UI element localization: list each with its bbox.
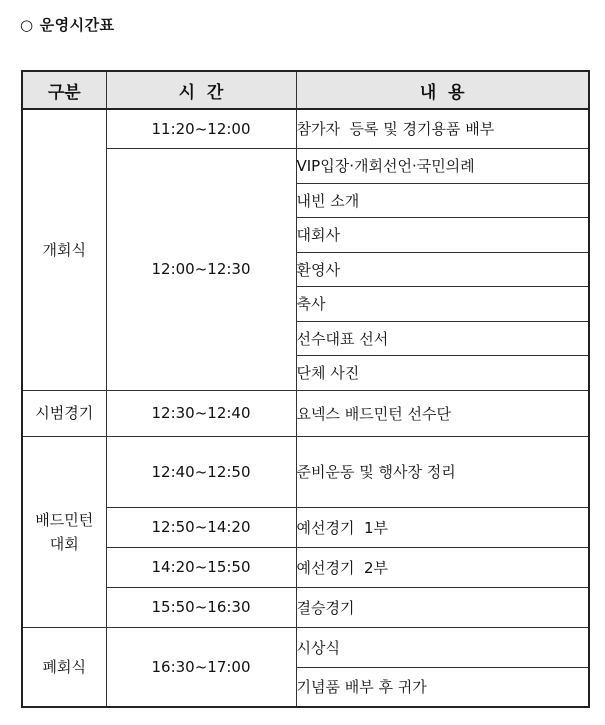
time-cell: 12:30~12:40 xyxy=(106,390,296,436)
content-cell: 준비운동 및 행사장 정리 xyxy=(296,436,589,507)
time-cell: 11:20~12:00 xyxy=(106,109,296,148)
time-cell: 14:20~15:50 xyxy=(106,547,296,587)
content-cell: 참가자 등록 및 경기용품 배부 xyxy=(296,109,589,148)
table-row xyxy=(22,547,589,587)
category-label: 폐회식 xyxy=(42,657,86,676)
category-cell xyxy=(22,627,106,707)
category-cell xyxy=(22,436,106,627)
content-cell: 선수대표 선서 xyxy=(296,321,589,355)
table-row xyxy=(22,627,589,667)
category-label: 개회식 xyxy=(42,240,86,259)
category-cell xyxy=(22,390,106,436)
time-cell: 12:50~14:20 xyxy=(106,507,296,547)
category-label: 배드민턴 대회 xyxy=(35,510,94,553)
header-content: 내 용 xyxy=(296,71,589,109)
category-cell xyxy=(22,109,106,390)
category-label: 시범경기 xyxy=(35,404,94,422)
header-time: 시 간 xyxy=(106,71,296,109)
table-row xyxy=(22,390,589,436)
content-cell: 환영사 xyxy=(296,252,589,286)
content-cell: 요넥스 배드민턴 선수단 xyxy=(296,390,589,436)
table-row xyxy=(22,436,589,507)
header-category: 구분 xyxy=(22,71,106,109)
content-cell: 내빈 소개 xyxy=(296,183,589,217)
content-cell: 예선경기 2부 xyxy=(296,547,589,587)
content-cell: 단체 사진 xyxy=(296,355,589,390)
table-row xyxy=(22,148,589,183)
content-cell: 예선경기 1부 xyxy=(296,507,589,547)
table-row xyxy=(22,109,589,148)
title-text: 운영시간표 xyxy=(39,16,115,34)
circle-marker: ○ xyxy=(20,16,34,34)
time-cell: 16:30~17:00 xyxy=(106,627,296,707)
content-cell: 결승경기 xyxy=(296,587,589,627)
content-cell: VIP입장·개회선언·국민의례 xyxy=(296,148,589,183)
content-cell: 대회사 xyxy=(296,217,589,252)
time-cell: 12:40~12:50 xyxy=(106,436,296,507)
header-row xyxy=(22,71,589,109)
time-cell: 15:50~16:30 xyxy=(106,587,296,627)
content-cell: 축사 xyxy=(296,286,589,321)
table-row xyxy=(22,587,589,627)
content-cell: 시상식 xyxy=(296,627,589,667)
schedule-table xyxy=(21,70,590,708)
content-cell: 기념품 배부 후 귀가 xyxy=(296,667,589,707)
document-title xyxy=(20,14,115,35)
table-row xyxy=(22,507,589,547)
time-cell: 12:00~12:30 xyxy=(106,148,296,390)
